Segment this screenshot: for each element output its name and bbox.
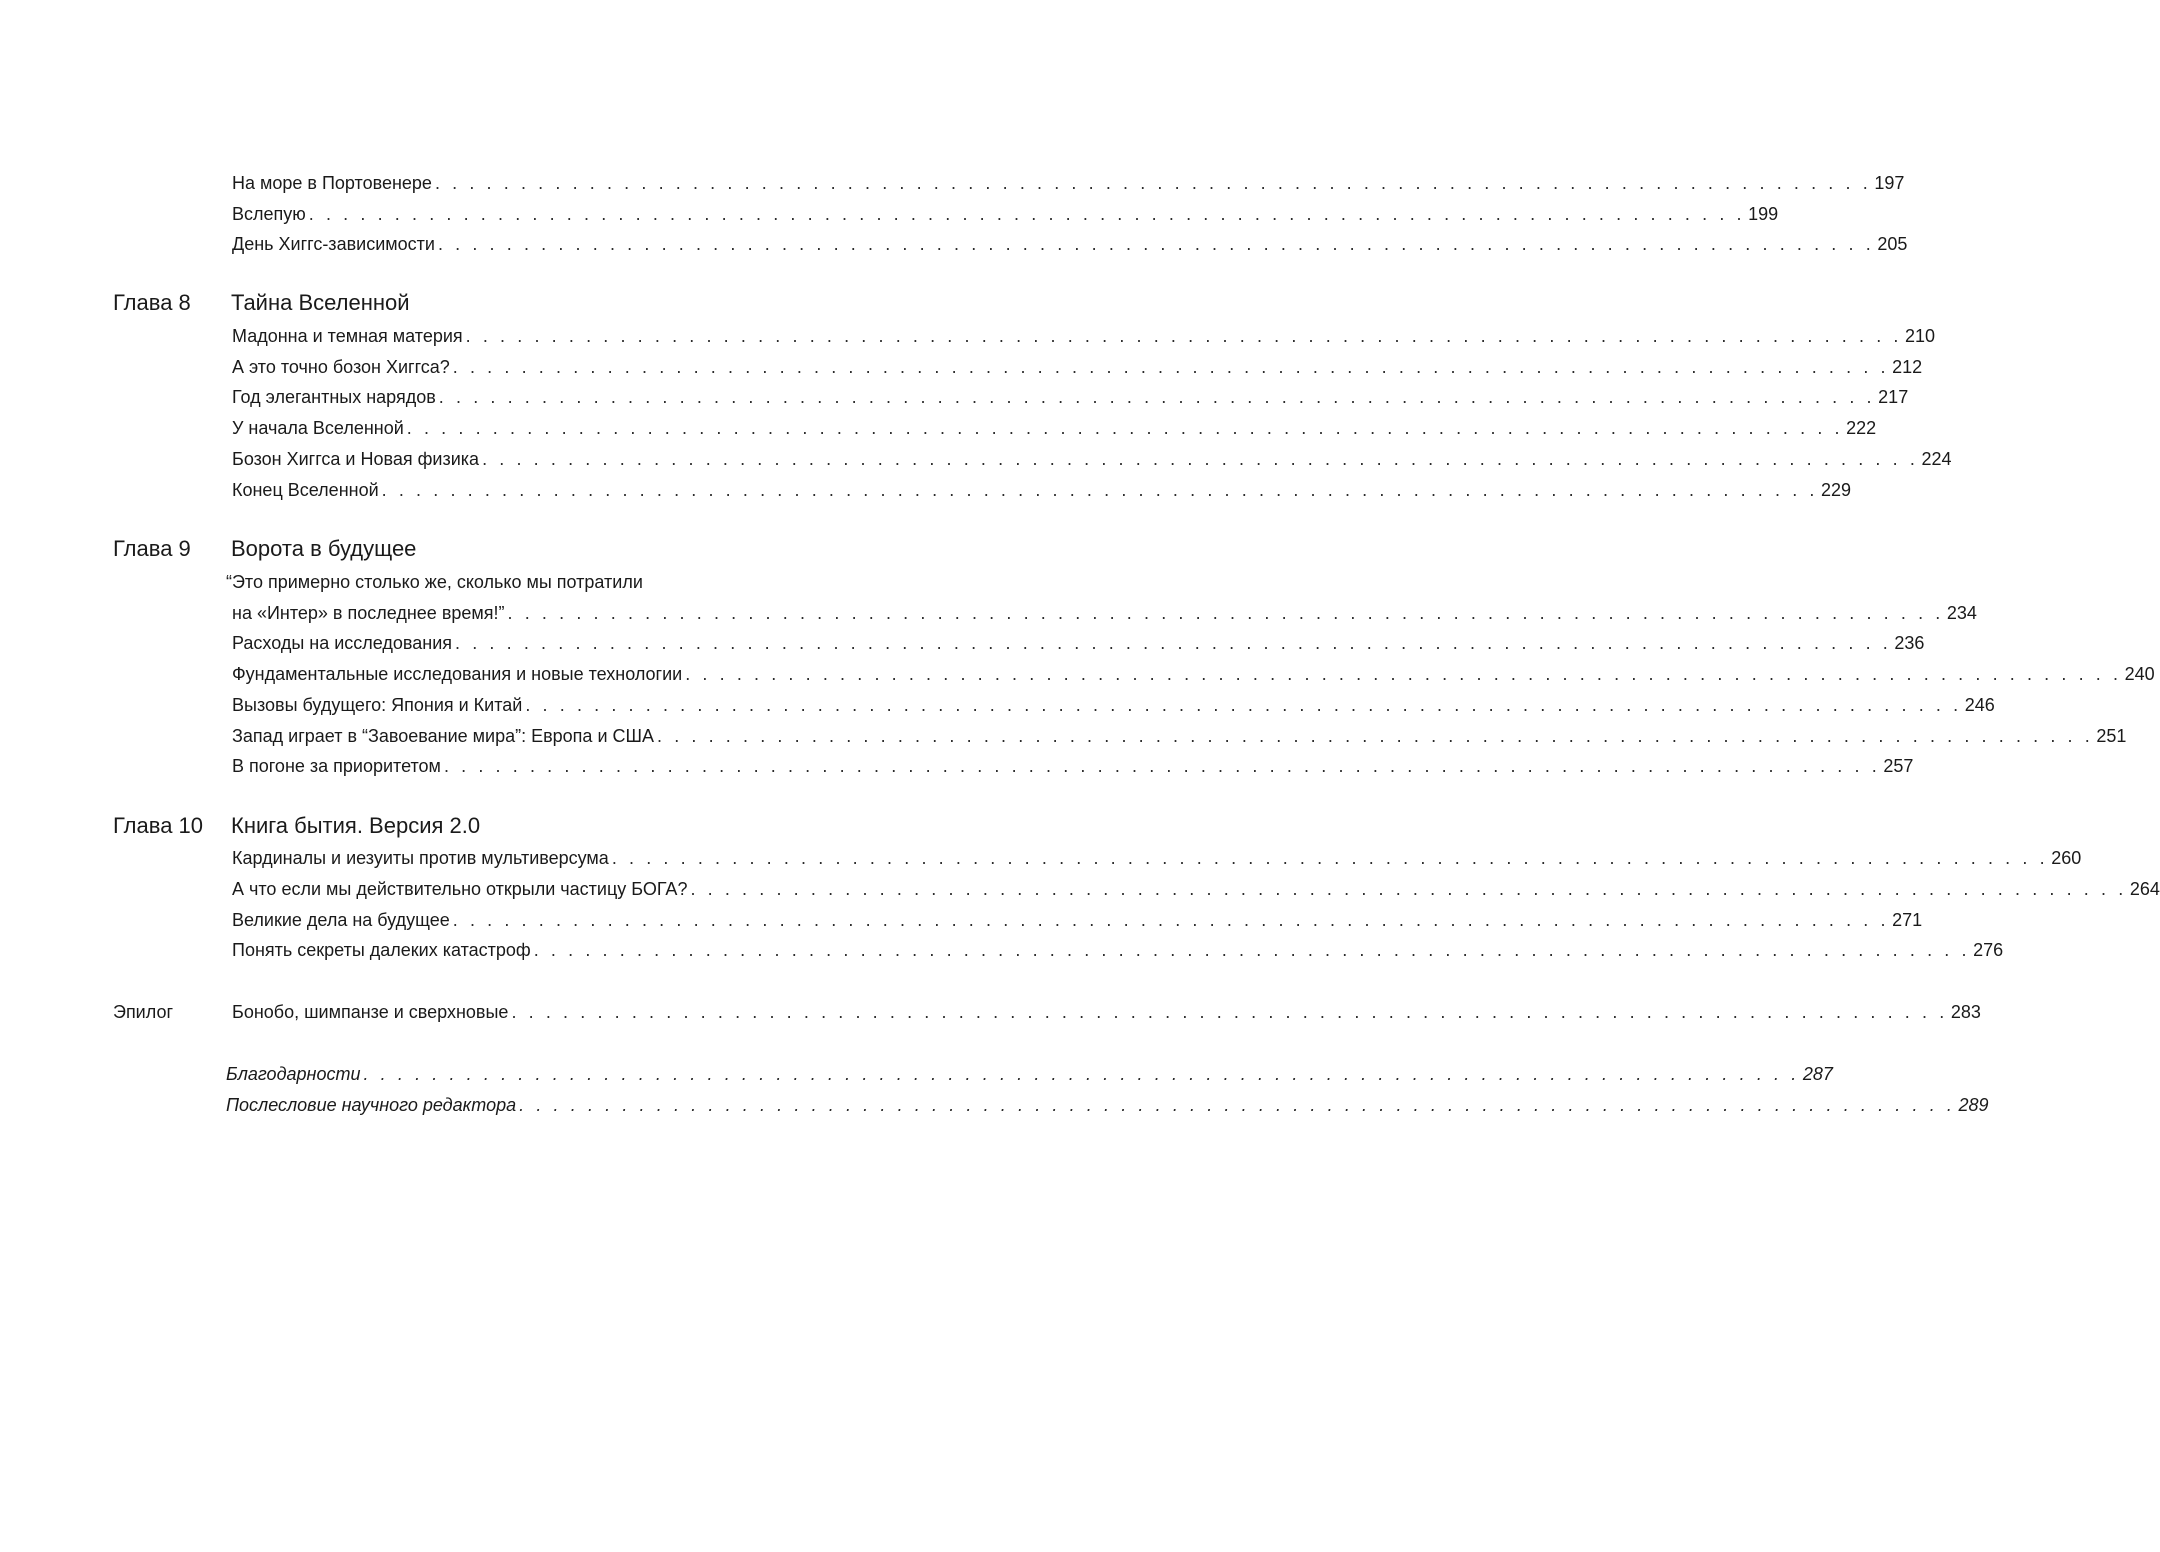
- entry-title: Вызовы будущего: Япония и Китай: [232, 695, 523, 715]
- chapter-10-title: Книга бытия. Версия 2.0: [231, 813, 481, 838]
- epilogue-label: Эпилог: [113, 1002, 174, 1022]
- entry-title: День Хиггс-зависимости: [232, 234, 435, 254]
- toc-entry: [232, 755, 1914, 777]
- dot-leader: . . . . . . . . . . . . . . . . . . . . . . . . . . . . . . . . . . . . . . . . . . . . . . . . . . . . . . . . . . . . . . . . . . . . . . . . . . . . . . . . . . . .: [533, 940, 1971, 960]
- page-number: 197: [1874, 173, 1905, 193]
- page-number: 199: [1748, 204, 1779, 224]
- dot-leader: . . . . . . . . . . . . . . . . . . . . . . . . . . . . . . . . . . . . . . . . . . . . . . . . . . . . . . . . . . . . . . . . . . . . . . . . . . . . . . . . . . . .: [406, 418, 1844, 438]
- page-number: 260: [2051, 848, 2082, 868]
- toc-entry: [232, 386, 1909, 408]
- page-number: 264: [2129, 879, 2160, 899]
- chapter-10-label: Глава 10: [113, 813, 204, 838]
- entry-title: Фундаментальные исследования и новые технологии: [232, 664, 683, 684]
- toc-entry: [226, 1094, 1989, 1116]
- page-number: 212: [1892, 357, 1923, 377]
- toc-entry: [232, 233, 1908, 255]
- entry-title: Запад играет в “Завоевание мира”: Европа и США: [232, 726, 654, 746]
- toc-entry: [232, 356, 1923, 378]
- toc-entry: [232, 847, 2082, 869]
- page-number: 246: [1964, 695, 1995, 715]
- dot-leader: . . . . . . . . . . . . . . . . . . . . . . . . . . . . . . . . . . . . . . . . . . . . . . . . . . . . . . . . . . . . . . . . . . . . . . . . . . . . . . . . . . . .: [525, 695, 1962, 715]
- toc-entry: [232, 909, 1923, 931]
- page-number: 205: [1877, 234, 1908, 254]
- dot-leader: . . . . . . . . . . . . . . . . . . . . . . . . . . . . . . . . . . . . . . . . . . . . . . . . . . . . . . . . . . . . . . . . . . . . . . . . . . . . . . . . . . . .: [465, 326, 1903, 346]
- entry-title: на «Интер» в последнее время!”: [232, 603, 505, 623]
- toc-entry: [232, 663, 2155, 685]
- entry-title: Благодарности: [226, 1064, 361, 1084]
- toc-entry: [232, 1001, 1981, 1023]
- chapter-9-title: Ворота в будущее: [231, 536, 417, 561]
- entry-title: А это точно бозон Хиггса?: [232, 357, 450, 377]
- page-number: 234: [1946, 603, 1977, 623]
- page-number: 210: [1905, 326, 1936, 346]
- chapter-9-label: Глава 9: [113, 536, 191, 561]
- page-number: 283: [1950, 1002, 1981, 1022]
- entry-title: Конец Вселенной: [232, 480, 379, 500]
- dot-leader: . . . . . . . . . . . . . . . . . . . . . . . . . . . . . . . . . . . . . . . . . . . . . . . . . . . . . . . . . . . . . . . . . . . . . . . . . . . . . . . . . . . .: [381, 480, 1819, 500]
- entry-title: Бозон Хиггса и Новая физика: [232, 449, 480, 469]
- toc-entry: [232, 203, 1779, 225]
- page-number: 224: [1921, 449, 1952, 469]
- dot-leader: . . . . . . . . . . . . . . . . . . . . . . . . . . . . . . . . . . . . . . . . . . . . . . . . . . . . . . . . . . . . . . . . . . . . . . . . . . . . . . . . . . . .: [507, 603, 1944, 623]
- toc-entry: [232, 602, 1977, 624]
- entry-title: Вслепую: [232, 204, 306, 224]
- toc-entry: [232, 694, 1995, 716]
- entry-title: У начала Вселенной: [232, 418, 404, 438]
- page-number: 240: [2124, 664, 2155, 684]
- entry-title: Год элегантных нарядов: [232, 387, 436, 407]
- dot-leader: . . . . . . . . . . . . . . . . . . . . . . . . . . . . . . . . . . . . . . . . . . . . . . . . . . . . . . . . . . . . . . . . . . . . . . . . . . . . . . . . . . . .: [690, 879, 2127, 899]
- dot-leader: . . . . . . . . . . . . . . . . . . . . . . . . . . . . . . . . . . . . . . . . . . . . . . . . . . . . . . . . . . . . . . . . . . . . . . . . . . . . . . . . . . . .: [434, 173, 1872, 193]
- toc-entry: [232, 325, 1936, 347]
- dot-leader: . . . . . . . . . . . . . . . . . . . . . . . . . . . . . . . . . . . . . . . . . . . . . . . . . . . . . . . . . . . . . . . . . . . . . . . . . . . . . . . . . . . .: [452, 910, 1890, 930]
- dot-leader: . . . . . . . . . . . . . . . . . . . . . . . . . . . . . . . . . . . . . . . . . . . . . . . . . . . . . . . . . . . . . . . . . . . . . . . . . . . . . . . . . . . .: [308, 204, 1746, 224]
- chapter-8-title: Тайна Вселенной: [231, 290, 410, 315]
- entry-title: На море в Портовенере: [232, 173, 432, 193]
- dot-leader: . . . . . . . . . . . . . . . . . . . . . . . . . . . . . . . . . . . . . . . . . . . . . . . . . . . . . . . . . . . . . . . . . . . . . . . . . . . . . . . . . . . .: [443, 756, 1881, 776]
- dot-leader: . . . . . . . . . . . . . . . . . . . . . . . . . . . . . . . . . . . . . . . . . . . . . . . . . . . . . . . . . . . . . . . . . . . . . . . . . . . . . . . . . . . .: [452, 357, 1890, 377]
- dot-leader: . . . . . . . . . . . . . . . . . . . . . . . . . . . . . . . . . . . . . . . . . . . . . . . . . . . . . . . . . . . . . . . . . . . . . . . . . . . . . . . . . . . .: [455, 633, 1892, 653]
- entry-title: Понять секреты далеких катастроф: [232, 940, 531, 960]
- entry-title: В погоне за приоритетом: [232, 756, 441, 776]
- page-number: 236: [1894, 633, 1925, 653]
- page-number: 289: [1958, 1095, 1989, 1115]
- dot-leader: . . . . . . . . . . . . . . . . . . . . . . . . . . . . . . . . . . . . . . . . . . . . . . . . . . . . . . . . . . . . . . . . . . . . . . . . . . . . . . . . . . . .: [437, 234, 1875, 254]
- dot-leader: . . . . . . . . . . . . . . . . . . . . . . . . . . . . . . . . . . . . . . . . . . . . . . . . . . . . . . . . . . . . . . . . . . . . . . . . . . . . . . . . . . . .: [482, 449, 1919, 469]
- toc-entry: [232, 725, 2127, 747]
- entry-title: Послесловие научного редактора: [226, 1095, 517, 1115]
- entry-title: А что если мы действительно открыли частицу БОГА?: [232, 879, 688, 899]
- toc-entry: [232, 448, 1952, 470]
- page-number: 229: [1821, 480, 1852, 500]
- chapter-8-label: Глава 8: [113, 290, 191, 315]
- dot-leader: . . . . . . . . . . . . . . . . . . . . . . . . . . . . . . . . . . . . . . . . . . . . . . . . . . . . . . . . . . . . . . . . . . . . . . . . . . . . . . . . . . . .: [511, 1002, 1948, 1022]
- dot-leader: . . . . . . . . . . . . . . . . . . . . . . . . . . . . . . . . . . . . . . . . . . . . . . . . . . . . . . . . . . . . . . . . . . . . . . . . . . . . . . . . . . . .: [611, 848, 2049, 868]
- page-number: 257: [1883, 756, 1914, 776]
- page-number: 271: [1892, 910, 1923, 930]
- entry-title: Мадонна и темная материя: [232, 326, 463, 346]
- page-number: 222: [1846, 418, 1877, 438]
- dot-leader: . . . . . . . . . . . . . . . . . . . . . . . . . . . . . . . . . . . . . . . . . . . . . . . . . . . . . . . . . . . . . . . . . . . . . . . . . . . . . . . . . . . .: [657, 726, 2094, 746]
- toc-entry: [232, 172, 1905, 194]
- toc-entry: [232, 417, 1877, 439]
- page-number: 276: [1973, 940, 2004, 960]
- entry-title: Расходы на исследования: [232, 633, 453, 653]
- page-number: 251: [2096, 726, 2127, 746]
- entry-title: Великие дела на будущее: [232, 910, 450, 930]
- dot-leader: . . . . . . . . . . . . . . . . . . . . . . . . . . . . . . . . . . . . . . . . . . . . . . . . . . . . . . . . . . . . . . . . . . . . . . . . . . . . . . . . . . . .: [685, 664, 2122, 684]
- entry-title-first-line: “Это примерно столько же, сколько мы потратили: [226, 572, 643, 592]
- entry-title: Кардиналы и иезуиты против мультиверсума: [232, 848, 609, 868]
- toc-entry: [226, 1063, 1833, 1085]
- toc-entry: [232, 632, 1925, 654]
- dot-leader: . . . . . . . . . . . . . . . . . . . . . . . . . . . . . . . . . . . . . . . . . . . . . . . . . . . . . . . . . . . . . . . . . . . . . . . . . . . . . . . . . . . .: [363, 1064, 1800, 1084]
- page-number: 217: [1878, 387, 1909, 407]
- page-number: 287: [1802, 1064, 1833, 1084]
- dot-leader: . . . . . . . . . . . . . . . . . . . . . . . . . . . . . . . . . . . . . . . . . . . . . . . . . . . . . . . . . . . . . . . . . . . . . . . . . . . . . . . . . . . .: [438, 387, 1876, 407]
- entry-title: Бонобо, шимпанзе и сверхновые: [232, 1002, 509, 1022]
- dot-leader: . . . . . . . . . . . . . . . . . . . . . . . . . . . . . . . . . . . . . . . . . . . . . . . . . . . . . . . . . . . . . . . . . . . . . . . . . . . . . . . . . . . .: [519, 1095, 1956, 1115]
- toc-entry: [232, 878, 2160, 900]
- toc-entry: [232, 939, 2004, 961]
- toc-entry: [232, 479, 1852, 501]
